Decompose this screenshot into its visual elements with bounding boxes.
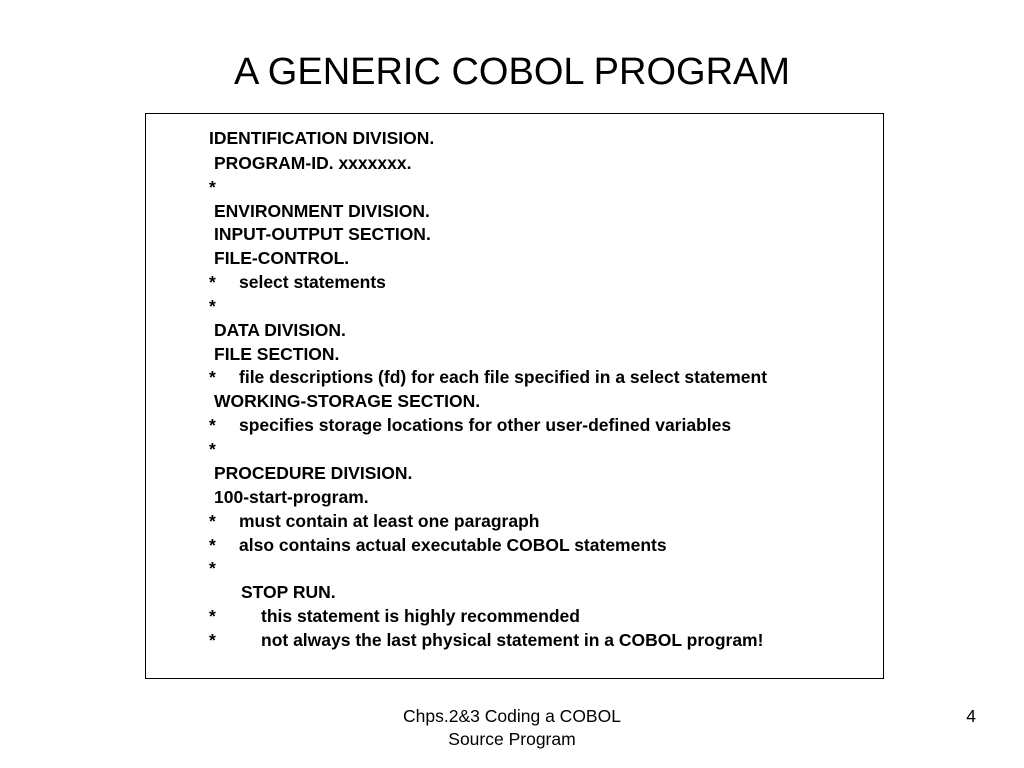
code-line: * [209,296,216,316]
slide-title: A GENERIC COBOL PROGRAM [233,51,791,93]
comment-text: not always the last physical statement in a COBOL program! [261,630,764,650]
footer-caption-line: Source Program [448,729,576,749]
code-line: DATA DIVISION. [214,320,346,340]
code-line: INPUT-OUTPUT SECTION. [214,224,431,244]
code-line: FILE SECTION. [214,344,340,364]
code-line: IDENTIFICATION DIVISION. [209,128,435,148]
comment-text: must contain at least one paragraph [239,511,540,531]
comment-line [209,628,763,652]
code-line: * [209,558,216,578]
comment-line [209,413,731,437]
code-line: FILE-CONTROL. [214,248,350,268]
code-listing-box [145,113,884,679]
code-line: ENVIRONMENT DIVISION. [214,201,430,221]
comment-marker: * [209,606,216,626]
comment-line [209,604,580,628]
comment-line [209,365,767,389]
code-line: WORKING-STORAGE SECTION. [214,391,481,411]
comment-text: file descriptions (fd) for each file specified in a select statement [239,367,768,387]
footer-caption [312,705,712,751]
code-line: PROGRAM-ID. xxxxxxx. [214,153,412,173]
comment-line [209,509,539,533]
page-number: 4 [966,706,976,726]
comment-text: this statement is highly recommended [261,606,580,626]
comment-marker: * [209,535,216,555]
code-line: PROCEDURE DIVISION. [214,463,413,483]
code-line: STOP RUN. [241,582,336,602]
comment-text: specifies storage locations for other user-defined variables [239,415,732,435]
comment-text: also contains actual executable COBOL statements [239,535,667,555]
code-line: * [209,177,216,197]
comment-line [209,270,386,294]
comment-marker: * [209,630,216,650]
comment-marker: * [209,272,216,292]
code-line: * [209,439,216,459]
comment-line [209,533,667,557]
comment-text: select statements [239,272,386,292]
code-line: 100-start-program. [214,487,369,507]
comment-marker: * [209,367,216,387]
comment-marker: * [209,511,216,531]
comment-marker: * [209,415,216,435]
footer-caption-line: Chps.2&3 Coding a COBOL [403,706,621,726]
